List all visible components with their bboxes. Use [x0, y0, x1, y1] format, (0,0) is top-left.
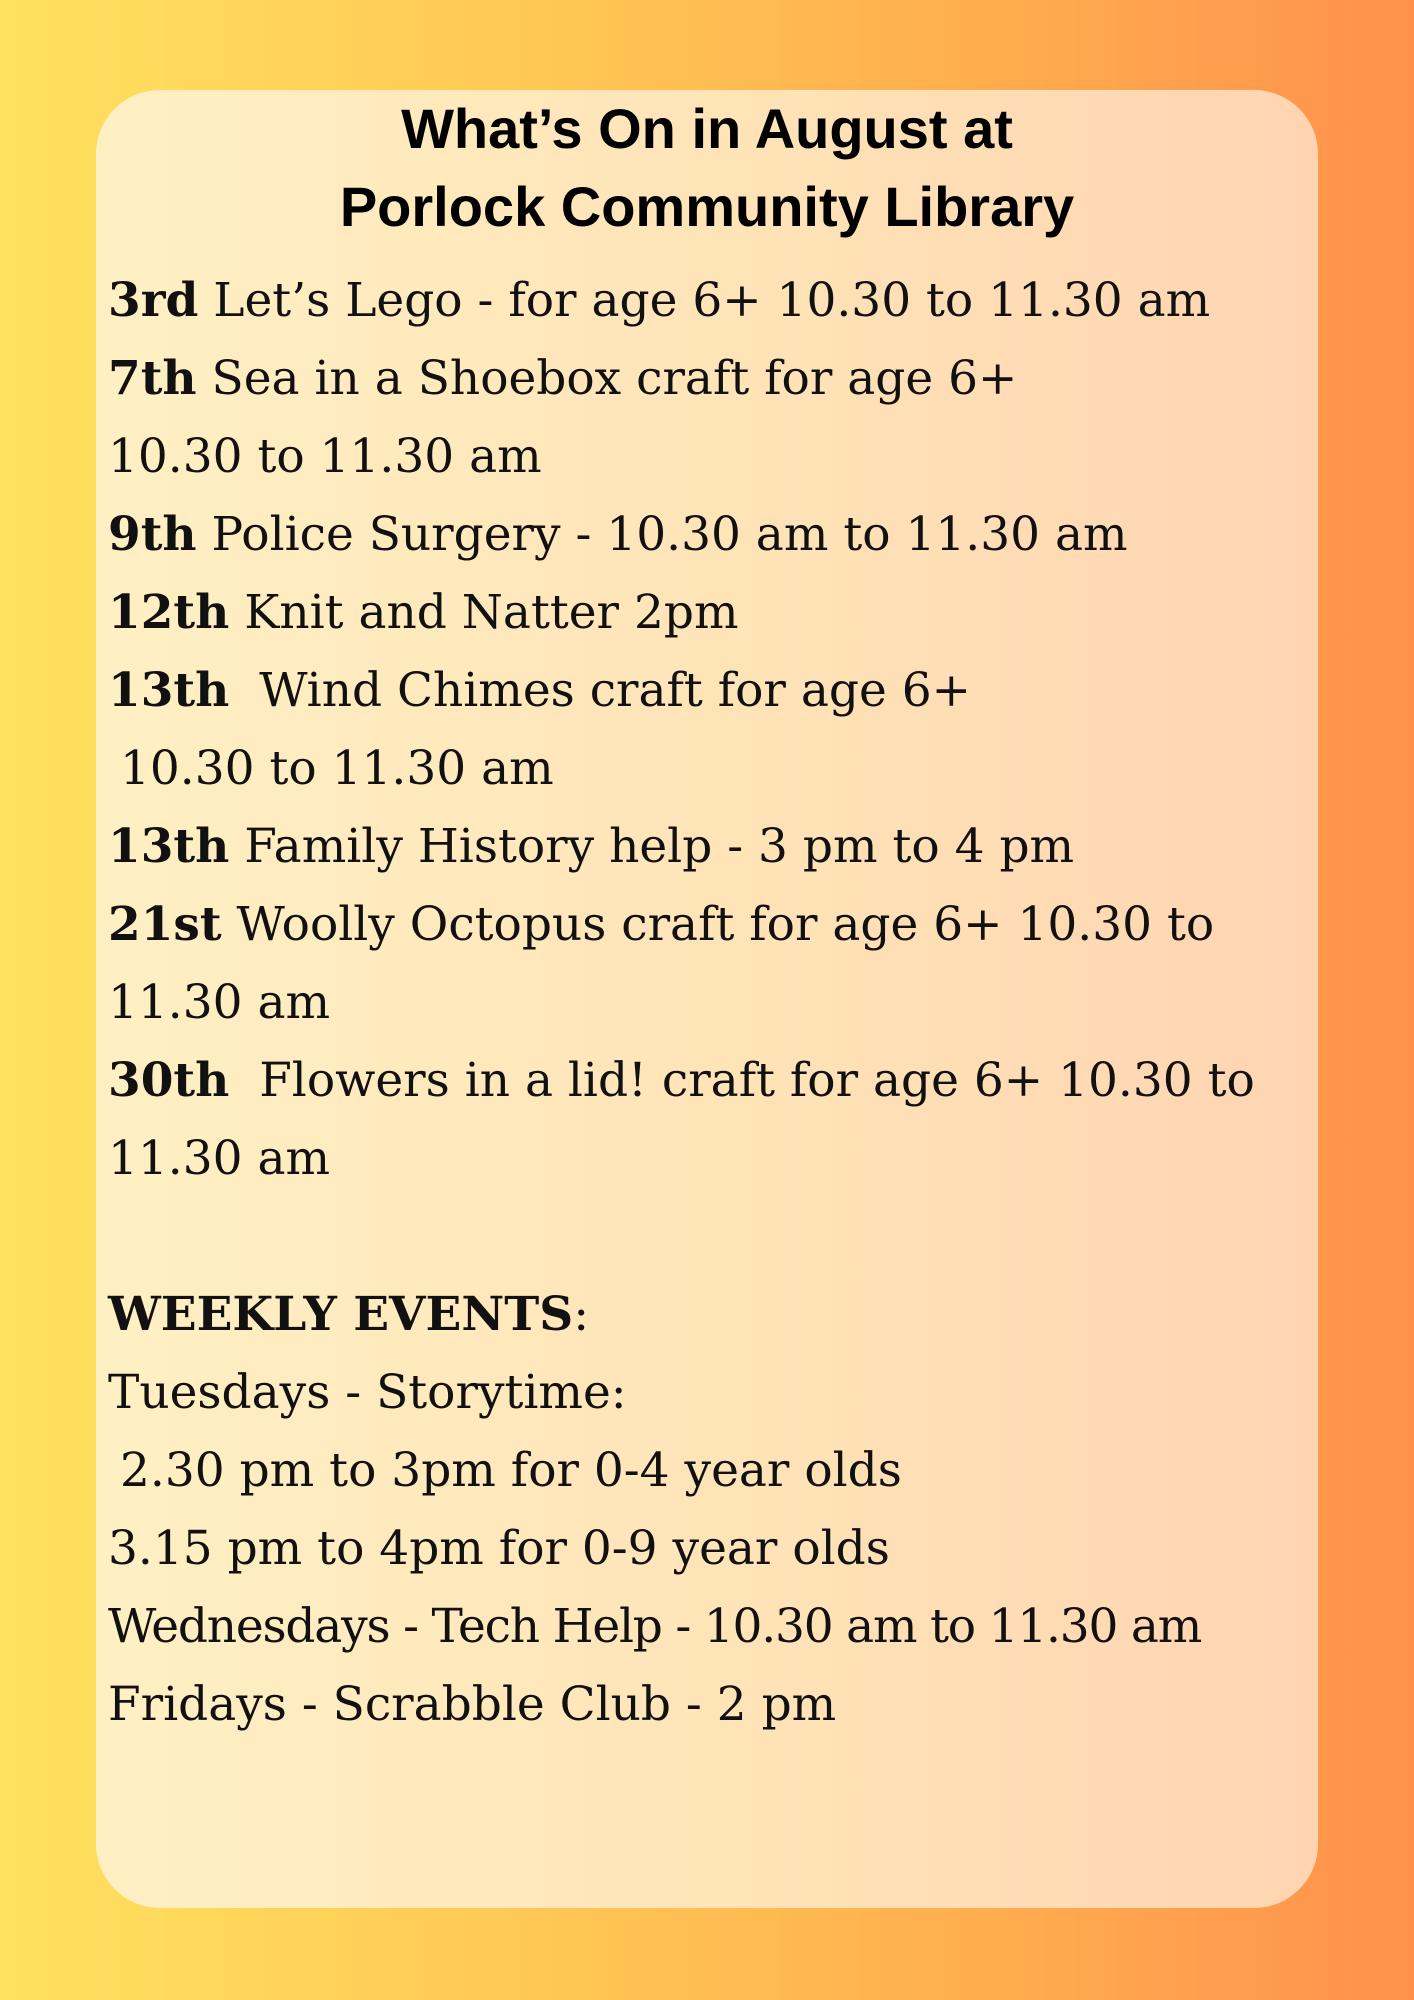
event-item: [108, 652, 971, 730]
event-date: 12th: [108, 585, 230, 640]
event-card: [96, 90, 1318, 1908]
event-date: 9th: [108, 507, 197, 562]
event-text: Sea in a Shoebox craft for age 6+: [211, 351, 1018, 406]
weekly-heading-text: WEEKLY EVENTS: [108, 1287, 574, 1342]
event-date: 13th: [108, 663, 230, 718]
event-text: Knit and Natter 2pm: [244, 585, 739, 640]
weekly-event-line: Wednesdays - Tech Help - 10.30 am to 11.30 am: [108, 1599, 1202, 1654]
title-line-2: Porlock Community Library: [339, 175, 1075, 238]
page-title: [96, 90, 1318, 246]
event-text: Woolly Octopus craft for age 6+ 10.30 to: [236, 897, 1215, 952]
weekly-events-heading: [108, 1276, 589, 1354]
event-item: [108, 262, 1210, 340]
event-item: [108, 808, 1074, 886]
event-item: [108, 886, 1214, 964]
event-continuation: 11.30 am: [108, 1131, 331, 1186]
title-line-1: What’s On in August at: [401, 97, 1013, 160]
weekly-event-line: Tuesdays - Storytime:: [108, 1365, 627, 1420]
event-date: 3rd: [108, 273, 199, 328]
event-item: [108, 1042, 1255, 1120]
event-item: [108, 496, 1128, 574]
event-item: [108, 574, 739, 652]
event-text: Police Surgery - 10.30 am to 11.30 am: [211, 507, 1128, 562]
event-text: Flowers in a lid! craft for age 6+ 10.30 to: [259, 1053, 1255, 1108]
event-continuation: 10.30 to 11.30 am: [108, 429, 542, 484]
event-date: 30th: [108, 1053, 230, 1108]
event-continuation: 10.30 to 11.30 am: [120, 741, 554, 796]
weekly-event-line: 3.15 pm to 4pm for 0-9 year olds: [108, 1521, 890, 1576]
event-continuation: 11.30 am: [108, 975, 331, 1030]
event-date: 21st: [108, 897, 222, 952]
weekly-heading-colon: :: [573, 1287, 590, 1342]
event-date: 7th: [108, 351, 197, 406]
event-text: Let’s Lego - for age 6+ 10.30 to 11.30 am: [213, 273, 1211, 328]
event-text: Wind Chimes craft for age 6+: [259, 663, 971, 718]
weekly-event-line: Fridays - Scrabble Club - 2 pm: [108, 1677, 837, 1732]
event-date: 13th: [108, 819, 230, 874]
weekly-event-line: 2.30 pm to 3pm for 0-4 year olds: [120, 1443, 902, 1498]
event-text: Family History help - 3 pm to 4 pm: [244, 819, 1075, 874]
event-item: [108, 340, 1017, 418]
